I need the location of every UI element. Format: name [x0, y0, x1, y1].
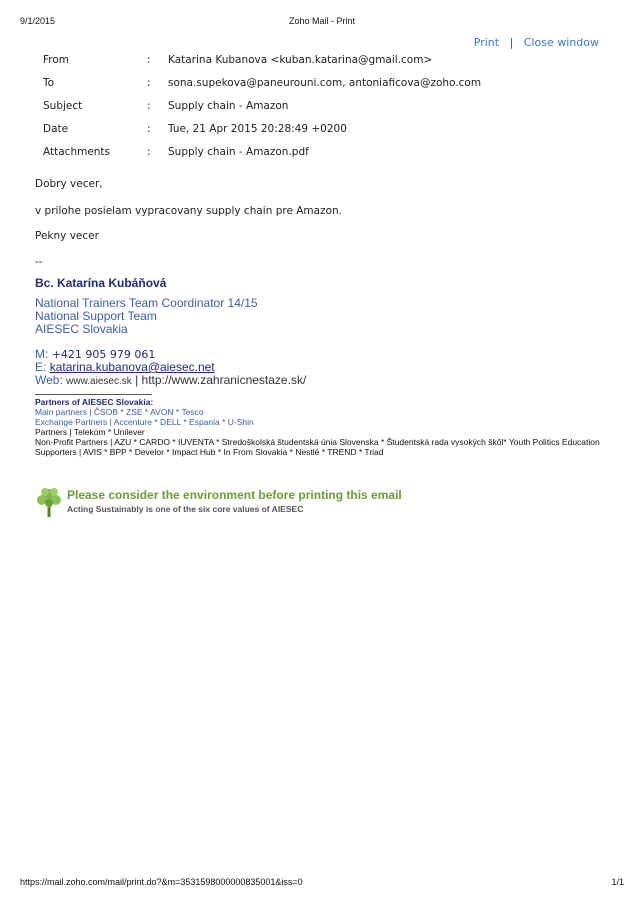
print-url: https://mail.zoho.com/mail/print.do?&m=3531598000000835001&iss=0 [20, 877, 303, 887]
body-line: v prilohe posielam vypracovany supply chain pre Amazon. [35, 205, 343, 217]
to-colon: : [147, 77, 151, 89]
partners-nonprofit: Non-Profit Partners | AZU * CARDO * IUVENTA * Stredoškolská študentská únia Slovenska * Študentská rada vysokých škôl* Youth Politics Education [35, 437, 600, 447]
phone-number: +421 905 979 061 [51, 348, 156, 361]
signature-org: AIESEC Slovakia [35, 322, 128, 336]
partners-title: Partners of AIESEC Slovakia: [35, 397, 154, 407]
banner-subtitle: Acting Sustainably is one of the six core values of AIESEC [67, 504, 304, 514]
subject-label: Subject [43, 100, 83, 112]
actions-separator: | [509, 36, 514, 49]
web-line [35, 374, 306, 388]
web-link-staze[interactable]: http://www.zahranicnestaze.sk/ [141, 373, 307, 387]
web-label: Web: [35, 373, 63, 387]
signature-team: National Support Team [35, 309, 157, 323]
partners-supporters: Supporters | AVIS * BPP * Develor * Impact Hub * In From Slovakia * Nestlé * TREND * Triad [35, 447, 384, 457]
web-link-aiesec[interactable]: www.aiesec.sk [66, 376, 132, 387]
partners-main: Main partners | ČSOB * ZSE * AVON * Tesco [35, 407, 204, 417]
subject-value: Supply chain - Amazon [168, 100, 289, 112]
print-date: 9/1/2015 [20, 16, 56, 26]
close-window-link[interactable]: Close window [523, 36, 599, 49]
attachments-colon: : [147, 146, 151, 158]
web-separator: | [135, 373, 139, 387]
subject-colon: : [147, 100, 151, 112]
tree-icon [35, 486, 63, 518]
to-value: sona.supekova@paneurouni.com, antoniaficova@zoho.com [168, 77, 482, 89]
signature-divider [35, 394, 152, 395]
signature-name: Bc. Katarína Kubáňová [35, 276, 167, 290]
body-greeting: Dobry vecer, [35, 178, 103, 190]
date-label: Date [43, 123, 69, 135]
from-label: From [43, 54, 70, 66]
partners-exchange: Exchange Partners | Accenture * DELL * Espania * U-Shin [35, 417, 254, 427]
phone-label: M: [35, 347, 49, 361]
email-label: E: [35, 360, 47, 374]
signature-dashes: -- [35, 256, 43, 268]
print-page-title: Zoho Mail - Print [288, 16, 356, 26]
page-number: 1/1 [611, 877, 624, 887]
print-actions [474, 36, 599, 49]
print-page-header [20, 16, 624, 28]
from-value: Katarina Kubanova <kuban.katarina@gmail.com> [168, 54, 433, 66]
body-closing: Pekny vecer [35, 230, 99, 242]
signature-role: National Trainers Team Coordinator 14/15 [35, 296, 258, 310]
partners-general: Partners | Telekom * Unilever [35, 427, 145, 437]
date-value: Tue, 21 Apr 2015 20:28:49 +0200 [168, 123, 347, 135]
from-colon: : [147, 54, 151, 66]
partners-block [35, 397, 605, 457]
print-link[interactable]: Print [473, 36, 500, 49]
email-link[interactable]: katarina.kubanova@aiesec.net [49, 360, 215, 374]
banner-title: Please consider the environment before printing this email [67, 488, 402, 502]
signature-contacts [35, 348, 306, 388]
signature-block [35, 297, 258, 336]
to-label: To [43, 77, 55, 89]
date-colon: : [147, 123, 151, 135]
attachments-label: Attachments [43, 146, 111, 158]
attachment-link[interactable]: Supply chain - Amazon.pdf [168, 146, 309, 158]
